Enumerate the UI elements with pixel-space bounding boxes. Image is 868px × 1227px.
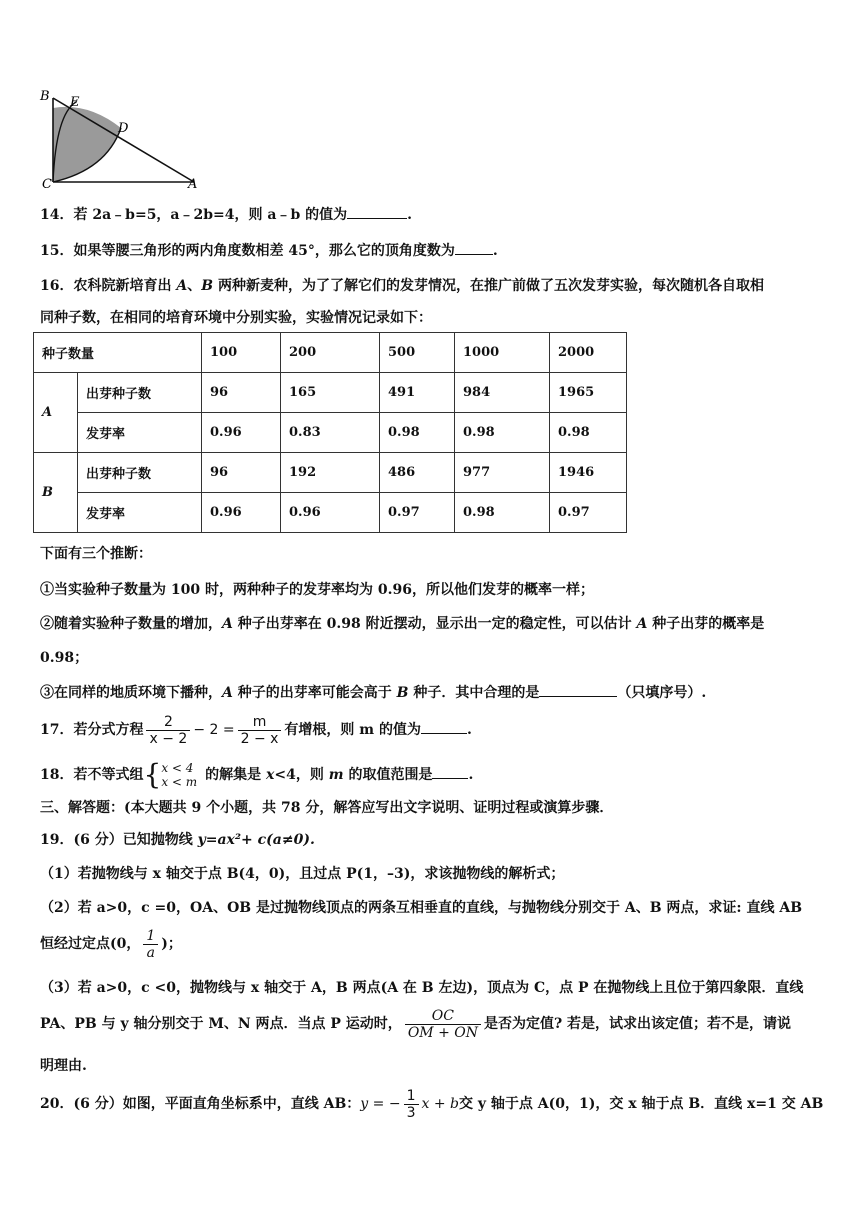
table-row (34, 493, 627, 533)
table-header-cell: 500 (380, 333, 455, 373)
fraction-1 (146, 714, 190, 747)
q18-text-b: 的解集是 (205, 767, 267, 783)
answer-blank-18 (432, 764, 468, 779)
q18-m: m (328, 767, 344, 783)
inference-3-text-d: （只填序号）. (617, 685, 707, 701)
question-20 (40, 1084, 823, 1124)
q17-mid: − 2 = (193, 722, 235, 738)
answer-blank-15 (455, 240, 493, 255)
fraction-1-denominator: x − 2 (149, 730, 188, 747)
inference-3-b: B (396, 685, 409, 701)
row-label: 发芽率 (78, 413, 202, 453)
question-19-part1 (40, 864, 564, 884)
table-cell: 0.98 (455, 493, 550, 533)
fraction-numerator: OC (405, 1008, 481, 1025)
inference-3-text-c: 种子．其中合理的是 (408, 685, 540, 701)
fraction-oc-over-om-on (405, 1008, 481, 1041)
table-header-cell: 种子数量 (34, 333, 202, 373)
question-14-end: . (407, 207, 412, 223)
label-c: C (42, 177, 52, 192)
group-label-a: A (34, 373, 78, 453)
table-row (34, 413, 627, 453)
table-cell: 486 (380, 453, 455, 493)
table-cell: 0.98 (380, 413, 455, 453)
table-cell: 192 (281, 453, 380, 493)
question-19-part2-cont (40, 926, 182, 962)
label-a: A (188, 177, 198, 192)
table-cell: 1946 (550, 453, 627, 493)
q17-end: . (466, 722, 472, 738)
fraction-one-third (404, 1088, 419, 1121)
table-row (34, 373, 627, 413)
fraction-denominator: 3 (406, 1104, 416, 1121)
q19-part2-text-b: 恒经过定点(0， (40, 936, 141, 952)
q19-part2-text-c: )； (161, 936, 182, 952)
q18-end: . (468, 767, 474, 783)
section-3-heading (40, 798, 613, 818)
inference-2-text-c: 种子出芽的概率是 (647, 616, 765, 632)
question-18 (40, 760, 473, 790)
germination-table (33, 332, 627, 533)
q20-text-b: 交 y 轴于点 A(0，1)，交 x 轴于点 B．直线 x=1 交 AB (459, 1096, 824, 1112)
q19-head-equation: y=ax²+ c(a≠0). (197, 832, 315, 848)
inference-2-text-d: 0.98； (40, 650, 89, 666)
table-header-row (34, 333, 627, 373)
q19-part1-text: （1）若抛物线与 x 轴交于点 B(4，0)，且过点 P(1，–3)，求该抛物线的解析式； (40, 866, 565, 882)
table-cell: 96 (202, 453, 281, 493)
q18-text-d: 的取值范围是 (343, 767, 433, 783)
q16-a-italic: A (176, 278, 188, 294)
question-14-text: 14．若 2a﹣b=5，a﹣2b=4，则 a﹣b 的值为 (40, 207, 348, 223)
table-header-cell: 100 (202, 333, 281, 373)
fraction-2-denominator: 2 − x (240, 730, 279, 747)
table-cell: 0.83 (281, 413, 380, 453)
q18-text-a: 18．若不等式组 (40, 767, 144, 783)
q18-x: x (266, 767, 275, 783)
fraction-denominator: OM + ON (407, 1024, 478, 1041)
question-16-line2 (40, 308, 432, 328)
fraction-1-numerator: 2 (146, 714, 190, 731)
q18-text-c: <4，则 (274, 767, 329, 783)
label-d: D (118, 121, 129, 136)
question-15 (40, 240, 498, 261)
question-19-part3-cont (40, 1006, 791, 1042)
fraction-2 (238, 714, 282, 747)
fraction-denominator: a (146, 944, 156, 961)
answer-blank-14 (347, 204, 407, 219)
question-15-text: 15．如果等腰三角形的两内角度数相差 45°，那么它的顶角度数为 (40, 243, 455, 259)
table-cell: 1965 (550, 373, 627, 413)
question-15-end: . (492, 243, 498, 259)
q19-head-text: 19．(6 分）已知抛物线 (40, 832, 198, 848)
q19-part3-text-d: 明理由. (40, 1058, 87, 1074)
q19-part3-text-c: 是否为定值? 若是，试求出该定值；若不是，请说 (483, 1016, 792, 1032)
group-label-b: B (34, 453, 78, 533)
inference-3 (40, 682, 706, 703)
table-cell: 0.98 (550, 413, 627, 453)
table-cell: 0.97 (550, 493, 627, 533)
inequality-1: x < 4 (161, 761, 194, 775)
q19-part3-text-a: （3）若 a>0，c <0，抛物线与 x 轴交于 A，B 两点(A 在 B 左边)，顶点为 C，点 P 在抛物线上且位于第四象限．直线 (40, 980, 804, 996)
inference-3-a: A (222, 685, 233, 701)
label-b: B (40, 89, 50, 104)
inference-2-a: A (222, 616, 233, 632)
q19-part2-text-a: （2）若 a>0，c =0，OA、OB 是过抛物线顶点的两条互相垂直的直线，与抛物线分别交于 A、B 两点，求证: 直线 AB (40, 900, 803, 916)
q19-part3-text-b: PA、PB 与 y 轴分别交于 M、N 两点．当点 P 运动时， (40, 1016, 402, 1032)
table-header-cell: 1000 (455, 333, 550, 373)
table-cell: 0.96 (202, 413, 281, 453)
label-e: E (70, 95, 80, 110)
q20-equation-a: y = − (360, 1096, 401, 1112)
fraction-numerator: 1 (404, 1088, 419, 1105)
answer-blank-17 (421, 719, 467, 734)
brace-symbol: { (143, 758, 162, 791)
q16-text-a: 16．农科院新培育出 (40, 278, 177, 294)
table-cell: 984 (455, 373, 550, 413)
section-3-text: 三、解答题：(本大题共 9 个小题，共 78 分，解答应写出文字说明、证明过程或演算步骤． (40, 800, 614, 816)
row-label: 出芽种子数 (78, 373, 202, 413)
row-label: 出芽种子数 (78, 453, 202, 493)
q16-text-line2: 同种子数，在相同的培育环境中分别实验，实验情况记录如下： (40, 310, 432, 326)
table-cell: 491 (380, 373, 455, 413)
table-header-cell: 200 (281, 333, 380, 373)
question-14 (40, 204, 412, 225)
inference-3-text-a: ③在同样的地质环境下播种， (40, 685, 222, 701)
table-cell: 0.98 (455, 413, 550, 453)
inequality-2: x < m (161, 775, 198, 789)
q16-b-italic: B (201, 278, 214, 294)
inference-title (40, 544, 152, 564)
table-cell: 0.96 (202, 493, 281, 533)
inference-1-text: ①当实验种子数量为 100 时，两种种子的发芽率均为 0.96，所以他们发芽的概率一样； (40, 582, 594, 598)
table-cell: 977 (455, 453, 550, 493)
inference-title-text: 下面有三个推断： (40, 546, 152, 562)
inference-2-a2: A (636, 616, 648, 632)
fraction-numerator: 1 (143, 928, 158, 945)
question-19-part2 (40, 898, 802, 918)
inference-2-text-b: 种子出芽率在 0.98 附近摆动，显示出一定的稳定性，可以估计 (232, 616, 637, 632)
inference-2-cont (40, 648, 88, 668)
question-17 (40, 712, 472, 748)
question-19-part3 (40, 978, 803, 998)
table-cell: 165 (281, 373, 380, 413)
table-cell: 0.97 (380, 493, 455, 533)
q20-equation-b: x + b (421, 1096, 459, 1112)
inference-1 (40, 580, 594, 600)
inference-3-text-b: 种子的出芽率可能会高于 (232, 685, 397, 701)
table-header-cell: 2000 (550, 333, 627, 373)
fraction-2-numerator: m (238, 714, 282, 731)
question-19-head (40, 830, 315, 850)
inequality-system (161, 761, 197, 789)
question-16-line1 (40, 276, 764, 296)
inference-2-text-a: ②随着实验种子数量的增加， (40, 616, 222, 632)
q20-text-a: 20．(6 分）如图，平面直角坐标系中，直线 AB： (40, 1096, 361, 1112)
answer-blank-16 (539, 682, 617, 697)
q16-text-b: 、 (187, 278, 202, 294)
geometry-figure (36, 84, 206, 194)
table-cell: 0.96 (281, 493, 380, 533)
table-cell: 96 (202, 373, 281, 413)
fraction-one-over-a (143, 928, 158, 961)
question-19-part3-end (40, 1056, 87, 1076)
table-row (34, 453, 627, 493)
inference-2 (40, 614, 764, 634)
q17-text-a: 17．若分式方程 (40, 722, 144, 738)
row-label: 发芽率 (78, 493, 202, 533)
q17-text-b: 有增根，则 m 的值为 (284, 722, 421, 738)
q16-text-c: 两种新麦种，为了了解它们的发芽情况，在推广前做了五次发芽实验，每次随机各自取相 (213, 278, 764, 294)
